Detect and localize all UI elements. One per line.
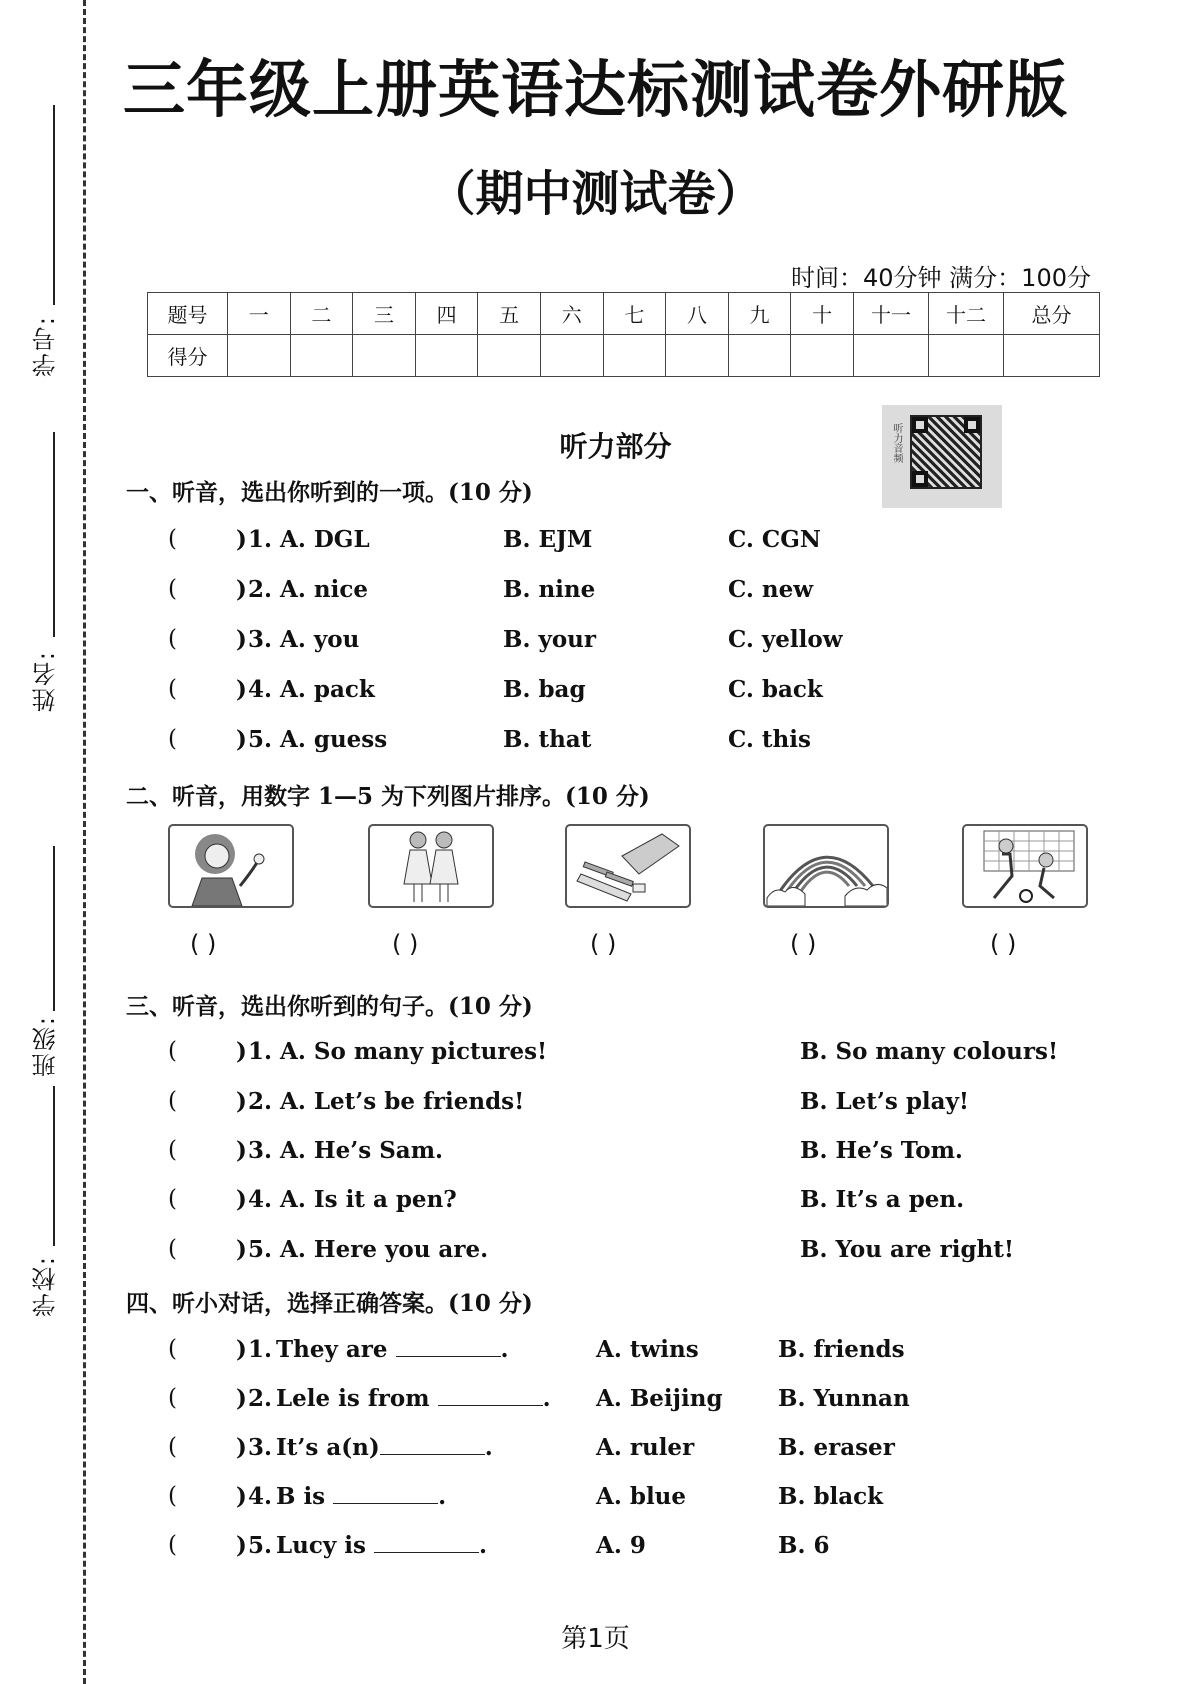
column-header: 六 <box>540 293 603 335</box>
option-b: B. black <box>778 1483 884 1510</box>
answer-blank[interactable] <box>396 1337 501 1357</box>
option-a: A. twins <box>596 1336 699 1363</box>
total-score-cell[interactable] <box>1004 335 1100 377</box>
option-a: A. Let’s be friends! <box>280 1088 525 1115</box>
section1-heading: 一、听音，选出你听到的一项。(10 分) <box>126 479 533 506</box>
option-b: B. bag <box>503 676 586 703</box>
option-c: C. yellow <box>728 626 843 653</box>
answer-paren-open[interactable]: ( <box>168 1336 177 1362</box>
girls-illustration-icon <box>370 826 492 906</box>
cut-line <box>83 0 86 1684</box>
option-b: B. Yunnan <box>778 1385 910 1412</box>
answer-paren-close: ) <box>236 626 247 653</box>
period: . <box>438 1483 447 1510</box>
student-id-label: 学号: <box>32 315 60 378</box>
column-header: 四 <box>415 293 478 335</box>
question-number: 2. <box>248 1385 273 1412</box>
option-b: B. He’s Tom. <box>800 1137 963 1164</box>
answer-blank[interactable] <box>380 1435 485 1455</box>
woman-illustration-icon <box>170 826 292 906</box>
answer-paren-open[interactable]: ( <box>168 576 177 602</box>
picture-2-answer-paren[interactable]: ( ) <box>392 930 419 958</box>
column-header: 七 <box>603 293 666 335</box>
period: . <box>484 1434 493 1461</box>
picture-4-answer-paren[interactable]: ( ) <box>790 930 817 958</box>
answer-paren-open[interactable]: ( <box>168 1088 177 1114</box>
row-label: 得分 <box>148 335 228 377</box>
score-table <box>147 292 1100 377</box>
option-b: B. Let’s play! <box>800 1088 970 1115</box>
score-table-header-row <box>148 293 1100 335</box>
score-cell[interactable] <box>603 335 666 377</box>
column-header: 一 <box>228 293 291 335</box>
answer-paren-close: ) <box>236 1483 247 1510</box>
school-label: 学校: <box>32 1255 60 1318</box>
option-c: C. back <box>728 676 823 703</box>
picture-5-answer-paren[interactable]: ( ) <box>990 930 1017 958</box>
score-cell[interactable] <box>290 335 353 377</box>
question-number: 1. <box>248 526 273 553</box>
answer-paren-close: ) <box>236 726 247 753</box>
option-a: A. Beijing <box>596 1385 723 1412</box>
question-number: 5. <box>248 726 273 753</box>
score-cell[interactable] <box>666 335 729 377</box>
option-a: A. blue <box>596 1483 687 1510</box>
period: . <box>478 1532 487 1559</box>
question-number: 2. <box>248 576 273 603</box>
option-a: A. pack <box>280 676 375 703</box>
option-b: B. eraser <box>778 1434 895 1461</box>
stem-text: They are <box>276 1336 388 1363</box>
page-subtitle: （期中测试卷） <box>427 166 764 222</box>
option-b: B. So many colours! <box>800 1038 1059 1065</box>
qr-code-icon[interactable] <box>882 405 1002 508</box>
page-number: 第1页 <box>561 1624 630 1654</box>
answer-paren-close: ) <box>236 1137 247 1164</box>
question-number: 3. <box>248 1434 273 1461</box>
answer-paren-open[interactable]: ( <box>168 1137 177 1163</box>
answer-paren-close: ) <box>236 676 247 703</box>
option-a: A. nice <box>280 576 368 603</box>
option-b: B. 6 <box>778 1532 830 1559</box>
option-c: C. CGN <box>728 526 821 553</box>
stem-text: Lele is from <box>276 1385 430 1412</box>
qr-finder-icon <box>912 417 928 433</box>
answer-paren-open[interactable]: ( <box>168 1434 177 1460</box>
score-cell[interactable] <box>929 335 1004 377</box>
picture-rainbow <box>763 824 889 908</box>
row-label: 题号 <box>148 293 228 335</box>
time-and-score-info: 时间：40分钟 满分：100分 <box>791 264 1091 292</box>
listening-part-title: 听力部分 <box>559 430 672 463</box>
stem-text: It’s a(n) <box>276 1434 380 1461</box>
column-header: 九 <box>728 293 791 335</box>
answer-paren-close: ) <box>236 1532 247 1559</box>
stem-text: Lucy is <box>276 1532 366 1559</box>
football-illustration-icon <box>964 826 1086 906</box>
answer-paren-open[interactable]: ( <box>168 726 177 752</box>
option-b: B. your <box>503 626 596 653</box>
question-number: 4. <box>248 1186 273 1213</box>
section3-heading: 三、听音，选出你听到的句子。(10 分) <box>126 993 533 1020</box>
score-cell[interactable] <box>854 335 929 377</box>
question-number: 5. <box>248 1532 273 1559</box>
score-cell[interactable] <box>540 335 603 377</box>
name-label: 姓名: <box>32 650 60 713</box>
answer-blank[interactable] <box>374 1533 479 1553</box>
rainbow-illustration-icon <box>765 826 887 906</box>
option-b: B. nine <box>503 576 596 603</box>
answer-paren-close: ) <box>236 526 247 553</box>
answer-paren-close: ) <box>236 1186 247 1213</box>
page-title: 三年级上册英语达标测试卷外研版 <box>122 53 1068 126</box>
question-number: 5. <box>248 1236 273 1263</box>
option-c: C. this <box>728 726 811 753</box>
question-stem <box>276 1336 509 1363</box>
option-b: B. EJM <box>503 526 593 553</box>
answer-paren-close: ) <box>236 1038 247 1065</box>
column-header: 二 <box>290 293 353 335</box>
column-header: 十 <box>791 293 854 335</box>
question-number: 3. <box>248 1137 273 1164</box>
question-number: 4. <box>248 1483 273 1510</box>
score-cell[interactable] <box>353 335 416 377</box>
answer-paren-close: ) <box>236 576 247 603</box>
answer-paren-close: ) <box>236 1434 247 1461</box>
score-cell[interactable] <box>478 335 541 377</box>
section2-heading: 二、听音，用数字 1—5 为下列图片排序。(10 分) <box>126 783 650 810</box>
class-line[interactable] <box>53 846 55 1011</box>
score-cell[interactable] <box>228 335 291 377</box>
answer-paren-open[interactable]: ( <box>168 526 177 552</box>
option-a: A. Here you are. <box>280 1236 489 1263</box>
score-cell[interactable] <box>728 335 791 377</box>
option-b: B. friends <box>778 1336 905 1363</box>
answer-paren-open[interactable]: ( <box>168 676 177 702</box>
question-stem <box>276 1532 487 1559</box>
answer-paren-open[interactable]: ( <box>168 1385 177 1411</box>
option-b: B. It’s a pen. <box>800 1186 965 1213</box>
score-table-score-row <box>148 335 1100 377</box>
column-header: 八 <box>666 293 729 335</box>
option-a: A. 9 <box>596 1532 646 1559</box>
option-a: A. guess <box>280 726 388 753</box>
stationery-illustration-icon <box>567 826 689 906</box>
answer-paren-close: ) <box>236 1385 247 1412</box>
answer-paren-close: ) <box>236 1236 247 1263</box>
option-a: A. ruler <box>596 1434 695 1461</box>
question-number: 1. <box>248 1336 273 1363</box>
question-number: 4. <box>248 676 273 703</box>
section4-heading: 四、听小对话，选择正确答案。(10 分) <box>126 1290 533 1317</box>
question-stem <box>276 1434 493 1461</box>
option-b: B. You are right! <box>800 1236 1014 1263</box>
option-a: A. you <box>280 626 360 653</box>
question-number: 2. <box>248 1088 273 1115</box>
column-header: 十一 <box>854 293 929 335</box>
answer-blank[interactable] <box>333 1484 438 1504</box>
qr-label: 听力音频 <box>891 423 902 463</box>
answer-paren-open[interactable]: ( <box>168 1483 177 1509</box>
column-header: 五 <box>478 293 541 335</box>
period: . <box>542 1385 551 1412</box>
period: . <box>500 1336 509 1363</box>
qr-finder-icon <box>912 471 928 487</box>
answer-paren-close: ) <box>236 1088 247 1115</box>
qr-finder-icon <box>964 417 980 433</box>
option-a: A. Is it a pen? <box>280 1186 457 1213</box>
answer-paren-open[interactable]: ( <box>168 1186 177 1212</box>
answer-paren-open[interactable]: ( <box>168 1532 177 1558</box>
option-b: B. that <box>503 726 592 753</box>
question-number: 3. <box>248 626 273 653</box>
answer-paren-close: ) <box>236 1336 247 1363</box>
picture-two-girls <box>368 824 494 908</box>
column-header: 三 <box>353 293 416 335</box>
option-a: A. DGL <box>280 526 370 553</box>
answer-blank[interactable] <box>438 1386 543 1406</box>
option-a: A. He’s Sam. <box>280 1137 444 1164</box>
score-cell[interactable] <box>791 335 854 377</box>
picture-woman-waving <box>168 824 294 908</box>
answer-paren-open[interactable]: ( <box>168 1236 177 1262</box>
question-stem <box>276 1385 551 1412</box>
picture-3-answer-paren[interactable]: ( ) <box>590 930 617 958</box>
score-cell[interactable] <box>415 335 478 377</box>
answer-paren-open[interactable]: ( <box>168 1038 177 1064</box>
answer-paren-open[interactable]: ( <box>168 626 177 652</box>
option-a: A. So many pictures! <box>280 1038 548 1065</box>
school-line[interactable] <box>53 1086 55 1246</box>
column-header: 总分 <box>1004 293 1100 335</box>
class-label: 班级: <box>32 1015 60 1078</box>
question-number: 1. <box>248 1038 273 1065</box>
picture-pencil-box <box>565 824 691 908</box>
column-header: 十二 <box>929 293 1004 335</box>
option-c: C. new <box>728 576 814 603</box>
picture-football <box>962 824 1088 908</box>
stem-text: B is <box>276 1483 326 1510</box>
question-stem <box>276 1483 446 1510</box>
picture-1-answer-paren[interactable]: ( ) <box>190 930 217 958</box>
